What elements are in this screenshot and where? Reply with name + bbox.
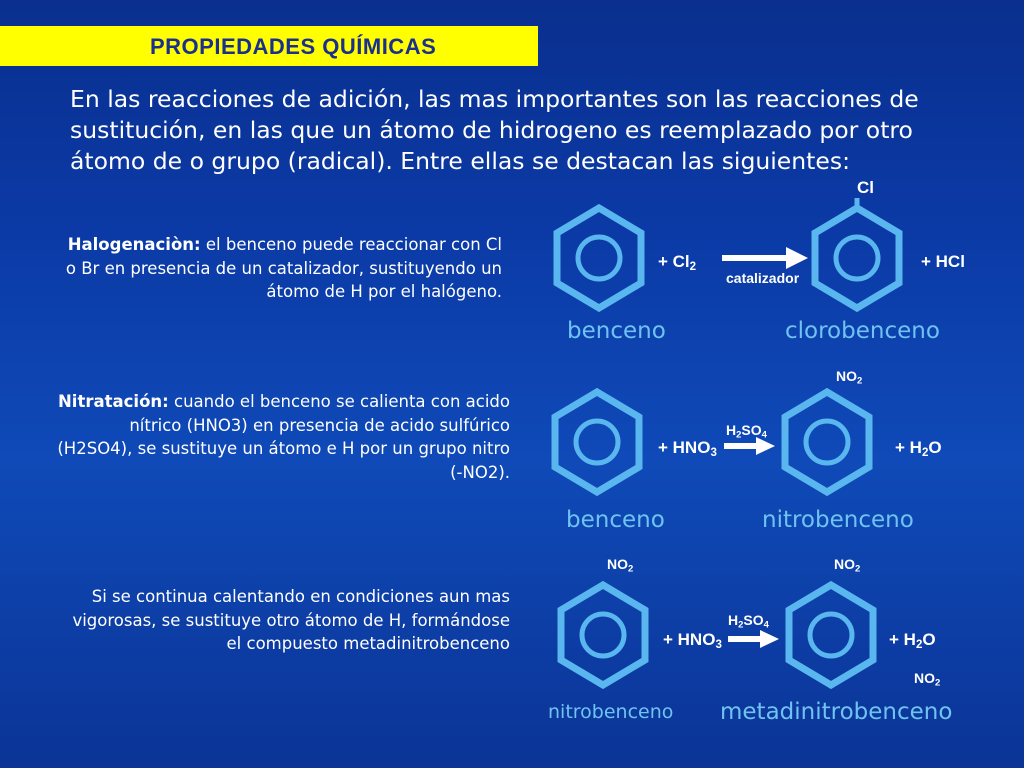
name-metadinitrobenceno: metadinitrobenceno xyxy=(720,699,953,725)
substituent-cl: Cl xyxy=(857,178,874,197)
substituent-no2-reactant-3: $NO_2$ xyxy=(607,556,634,575)
arrow-1 xyxy=(722,247,808,269)
name-benceno-2: benceno xyxy=(566,507,665,533)
benzene-ring-reactant-1 xyxy=(557,208,641,308)
condition-catalizador: catalizador xyxy=(726,270,800,286)
halogenation-text: el benceno puede reaccionar con Cl o Br en presencia de un catalizador, sustituyendo un átomo de H por el halógeno. xyxy=(65,235,502,301)
name-nitrobenceno: nitrobenceno xyxy=(762,507,914,533)
byproduct-hcl: + HCl xyxy=(921,252,965,271)
condition-h2so4-3: $H_2SO_4$ xyxy=(728,612,769,631)
condition-h2so4-2: $H_2SO_4$ xyxy=(726,422,767,441)
benzene-ring-product-1 xyxy=(815,198,899,308)
slide-title: PROPIEDADES QUÍMICAS xyxy=(150,34,437,59)
benzene-ring-product-2 xyxy=(785,392,869,492)
name-nitrobenceno-reactant: nitrobenceno xyxy=(548,701,674,723)
substituent-no2-bottom-3: $NO_2$ xyxy=(914,670,941,689)
reagent-hno3-2: + $HNO_3$ xyxy=(658,438,717,460)
dinitration-text: Si se continua calentando en condiciones aun mas vigorosas, se sustituye otro átomo de H, formándose el compuesto metadinitrobenceno xyxy=(72,587,510,653)
halogenation-heading: Halogenaciòn: xyxy=(67,235,201,254)
nitration-text: cuando el benceno se calienta con acido nítrico (HNO3) en presencia de acido sulfúrico (H2SO4), se sustituye un átomo e H por un grupo nitro (-NO2). xyxy=(57,392,510,482)
benzene-ring-reactant-2 xyxy=(555,392,639,492)
byproduct-h2o-2: + $H_2O$ xyxy=(895,438,942,460)
benzene-ring-reactant-3 xyxy=(561,585,645,685)
reagent-hno3-3: + $HNO_3$ xyxy=(663,630,722,652)
nitration-heading: Nitratación: xyxy=(58,392,169,411)
benzene-ring-product-3 xyxy=(789,585,873,685)
name-benceno-1: benceno xyxy=(567,318,666,344)
byproduct-h2o-3: + $H_2O$ xyxy=(889,630,936,652)
substituent-no2-2: $NO_2$ xyxy=(836,368,863,387)
intro-paragraph: En las reacciones de adición, las mas importantes son las reacciones de sustitución, en las que un átomo de hidrogeno es reemplazado por otro átomo de o grupo (radical). Entre ellas se destacan las siguientes: xyxy=(70,85,919,175)
name-clorobenceno: clorobenceno xyxy=(785,318,940,344)
arrow-3 xyxy=(728,630,779,648)
reagent-cl2: + $Cl_2$ xyxy=(658,252,697,274)
substituent-no2-top-3: $NO_2$ xyxy=(834,556,861,575)
